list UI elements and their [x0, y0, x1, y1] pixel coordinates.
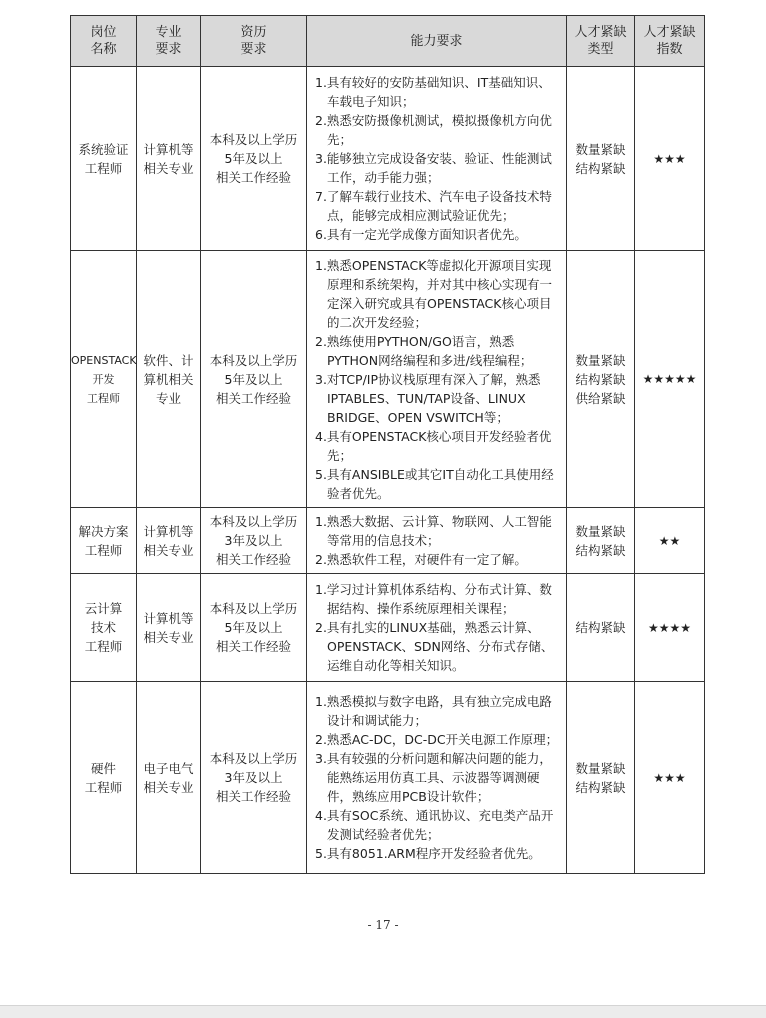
- ability-item: 4.具有SOC系统、通讯协议、充电类产品开发测试经验者优先；: [315, 808, 554, 842]
- ability-cell: [307, 67, 567, 251]
- education-cell-text: 本科及以上学历 5年及以上 相关工作经验: [209, 132, 298, 185]
- ability-item: 2.熟悉安防摄像机测试，模拟摄像机方向优先；: [315, 113, 552, 147]
- ability-item: 1.熟悉模拟与数字电路，具有独立完成电路设计和调试能力；: [315, 694, 552, 728]
- shortage-type-cell: [567, 251, 635, 508]
- position-cell-text: 解决方案 工程师: [78, 523, 129, 558]
- table-header-row: [71, 16, 705, 67]
- education-cell-text: 本科及以上学历 5年及以上 相关工作经验: [209, 601, 298, 654]
- ability-item: 4.具有OPENSTACK核心项目开发经验者优先；: [315, 428, 552, 463]
- ability-item: 3.对TCP/IP协议栈原理有深入了解，熟悉IPTABLES、TUN/TAP设备、LINUX BRIDGE、OPEN VSWITCH等；: [315, 371, 541, 425]
- shortage-type-cell-text: 数量紧缺 结构紧缺: [575, 760, 626, 795]
- shortage-type-cell: [567, 508, 635, 574]
- shortage-type-cell-text: 数量紧缺 结构紧缺: [575, 141, 626, 176]
- education-cell: [201, 67, 307, 251]
- ability-item: 1.熟悉大数据、云计算、物联网、人工智能等常用的信息技术；: [315, 514, 552, 548]
- table-row: [71, 508, 705, 574]
- table-row: [71, 251, 705, 508]
- position-cell: [71, 574, 137, 682]
- education-cell-text: 本科及以上学历 3年及以上 相关工作经验: [209, 751, 298, 804]
- header-position: 岗位 名称: [71, 16, 137, 67]
- major-cell-text: 计算机等 相关专业: [143, 610, 194, 645]
- position-cell-text: OPENSTACK 开发 工程师: [71, 353, 137, 405]
- position-cell-text: 硬件 工程师: [84, 760, 123, 795]
- shortage-type-cell: [567, 574, 635, 682]
- major-cell-text: 软件、计 算机相关 专业: [143, 352, 194, 406]
- education-cell-text: 本科及以上学历 5年及以上 相关工作经验: [209, 352, 298, 406]
- shortage-type-cell-text: 数量紧缺 结构紧缺: [575, 523, 626, 558]
- star-rating-icon: ★★★: [653, 151, 686, 166]
- ability-item: 3.具有较强的分析问题和解决问题的能力，能熟练运用仿真工具、示波器等调测硬件，熟练应用PCB设计软件；: [315, 751, 552, 804]
- ability-item: 6.具有一定光学成像方面知识者优先。: [315, 227, 527, 242]
- ability-item: 5.具有ANSIBLE或其它IT自动化工具使用经验者优先。: [315, 466, 554, 501]
- table-row: [71, 574, 705, 682]
- ability-item: 1.学习过计算机体系结构、分布式计算、数据结构、操作系统原理相关课程；: [315, 582, 552, 616]
- major-cell: [137, 574, 201, 682]
- header-shortage-index: 人才紧缺 指数: [635, 16, 705, 67]
- ability-item: 5.具有8051.ARM程序开发经验者优先。: [315, 846, 541, 861]
- ability-cell: [307, 574, 567, 682]
- shortage-type-cell: [567, 67, 635, 251]
- page-number: - 17 -: [367, 918, 399, 932]
- major-cell: [137, 251, 201, 508]
- header-ability: 能力要求: [307, 16, 567, 67]
- shortage-type-cell: [567, 682, 635, 874]
- position-cell-text: 云计算 技术 工程师: [84, 601, 123, 654]
- ability-cell: [307, 682, 567, 874]
- major-cell: [137, 682, 201, 874]
- talent-shortage-table: [70, 15, 705, 874]
- ability-item: 2.熟练使用PYTHON/GO语言，熟悉PYTHON网络编程和多进/线程编程；: [315, 333, 533, 368]
- shortage-index-cell: [635, 682, 705, 874]
- education-cell: [201, 508, 307, 574]
- ability-item: 2.具有扎实的LINUX基础，熟悉云计算、OPENSTACK、SDN网络、分布式存储、运维自动化等相关知识。: [315, 620, 554, 673]
- table-row: [71, 682, 705, 874]
- ability-cell: [307, 251, 567, 508]
- ability-cell: [307, 508, 567, 574]
- ability-item: 3.能够独立完成设备安装、验证、性能测试工作，动手能力强；: [315, 151, 552, 185]
- ability-item: 7.了解车载行业技术、汽车电子设备技术特点，能够完成相应测试验证优先；: [315, 189, 552, 223]
- header-education: 资历 要求: [201, 16, 307, 67]
- star-rating-icon: ★★★: [653, 770, 686, 785]
- shortage-index-cell: [635, 508, 705, 574]
- major-cell-text: 计算机等 相关专业: [143, 523, 194, 558]
- shortage-index-cell: [635, 251, 705, 508]
- star-rating-icon: ★★★★: [647, 620, 692, 635]
- position-cell: [71, 508, 137, 574]
- position-cell: [71, 682, 137, 874]
- major-cell-text: 计算机等 相关专业: [143, 141, 194, 176]
- ability-item: 2.熟悉软件工程，对硬件有一定了解。: [315, 552, 527, 567]
- education-cell: [201, 682, 307, 874]
- shortage-type-cell-text: 数量紧缺 结构紧缺 供给紧缺: [575, 352, 626, 406]
- major-cell: [137, 508, 201, 574]
- header-major: 专业 要求: [137, 16, 201, 67]
- position-cell: [71, 251, 137, 508]
- ability-item: 1.熟悉OPENSTACK等虚拟化开源项目实现原理和系统架构，并对其中核心实现有一定深入研究或具有OPENSTACK核心项目的二次开发经验；: [315, 257, 553, 330]
- position-cell-text: 系统验证 工程师: [78, 141, 129, 176]
- shortage-index-cell: [635, 574, 705, 682]
- major-cell: [137, 67, 201, 251]
- star-rating-icon: ★★★★★: [642, 372, 697, 386]
- position-cell: [71, 67, 137, 251]
- education-cell: [201, 251, 307, 508]
- shortage-index-cell: [635, 67, 705, 251]
- star-rating-icon: ★★: [658, 533, 681, 548]
- header-shortage-type: 人才紧缺 类型: [567, 16, 635, 67]
- ability-item: 1.具有较好的安防基础知识、IT基础知识、车载电子知识；: [315, 75, 551, 109]
- bottom-scroll-strip: [0, 1005, 766, 1018]
- shortage-type-cell-text: 结构紧缺: [575, 620, 626, 635]
- major-cell-text: 电子电气 相关专业: [143, 760, 194, 795]
- ability-item: 2.熟悉AC-DC，DC-DC开关电源工作原理；: [315, 732, 559, 747]
- education-cell: [201, 574, 307, 682]
- education-cell-text: 本科及以上学历 3年及以上 相关工作经验: [209, 514, 298, 567]
- table-row: [71, 67, 705, 251]
